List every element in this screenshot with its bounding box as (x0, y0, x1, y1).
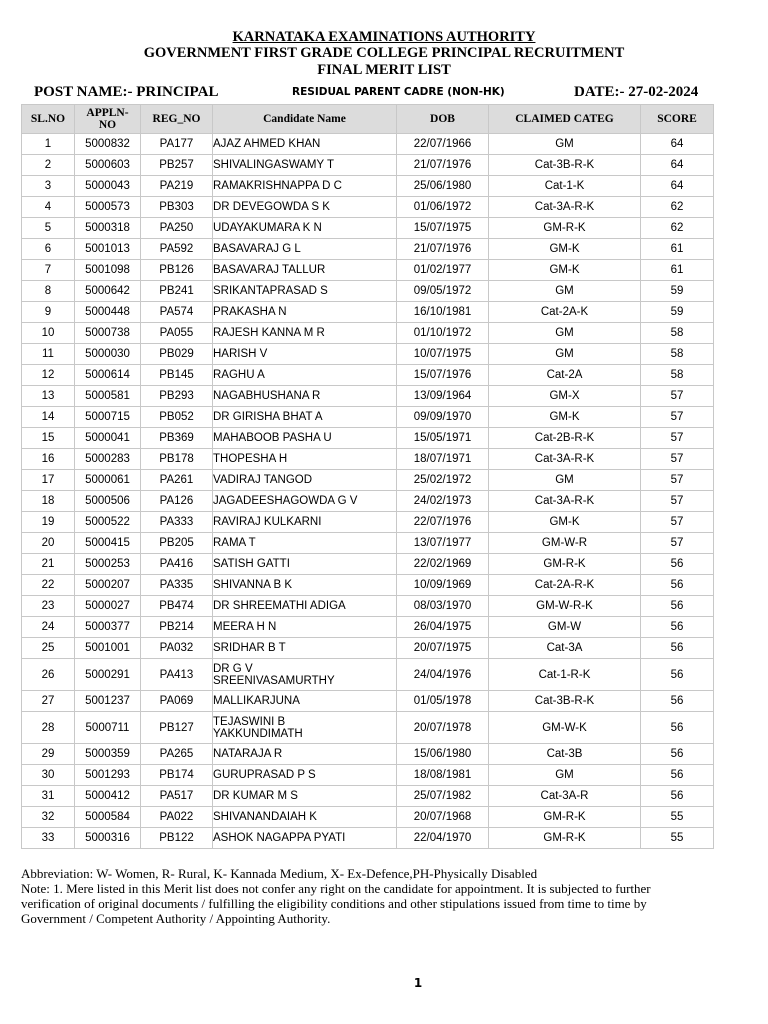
cell-score: 56 (641, 617, 714, 638)
cell-dob: 15/07/1975 (397, 218, 489, 239)
cell-reg-no: PA416 (141, 554, 213, 575)
cell-score: 56 (641, 575, 714, 596)
cell-reg-no: PB257 (141, 155, 213, 176)
cell-score: 56 (641, 765, 714, 786)
cell-dob: 01/02/1977 (397, 260, 489, 281)
cell-appln-no: 5000738 (75, 323, 141, 344)
cell-slno: 29 (22, 744, 75, 765)
cell-score: 56 (641, 786, 714, 807)
cell-reg-no: PA574 (141, 302, 213, 323)
cell-dob: 20/07/1978 (397, 712, 489, 744)
cell-candidate-name: THOPESHA H (213, 449, 397, 470)
cell-candidate-name: RAVIRAJ KULKARNI (213, 512, 397, 533)
cell-claimed-category: GM-W-K (489, 712, 641, 744)
table-row (22, 239, 714, 260)
cell-candidate-name: SHIVANANDAIAH K (213, 807, 397, 828)
cell-candidate-name: GURUPRASAD P S (213, 765, 397, 786)
cell-candidate-name: TEJASWINI B YAKKUNDIMATH (213, 712, 397, 744)
table-row (22, 786, 714, 807)
cell-candidate-name: NAGABHUSHANA R (213, 386, 397, 407)
cell-reg-no: PB303 (141, 197, 213, 218)
cell-appln-no: 5001098 (75, 260, 141, 281)
cell-dob: 01/10/1972 (397, 323, 489, 344)
table-row (22, 596, 714, 617)
cell-slno: 20 (22, 533, 75, 554)
cell-reg-no: PB178 (141, 449, 213, 470)
merit-table (21, 104, 714, 849)
cell-slno: 6 (22, 239, 75, 260)
cell-slno: 2 (22, 155, 75, 176)
cell-candidate-name: RAMA T (213, 533, 397, 554)
table-row (22, 407, 714, 428)
cell-dob: 24/02/1973 (397, 491, 489, 512)
merit-table-body (22, 134, 714, 849)
col-header-score: SCORE (641, 105, 714, 134)
cell-reg-no: PA592 (141, 239, 213, 260)
cell-score: 57 (641, 449, 714, 470)
cell-candidate-name: DR KUMAR M S (213, 786, 397, 807)
cell-candidate-name: MAHABOOB PASHA U (213, 428, 397, 449)
cell-slno: 1 (22, 134, 75, 155)
cell-claimed-category: GM-R-K (489, 828, 641, 849)
cell-dob: 01/05/1978 (397, 691, 489, 712)
cell-reg-no: PA219 (141, 176, 213, 197)
table-row (22, 712, 714, 744)
cell-slno: 26 (22, 659, 75, 691)
cell-dob: 21/07/1976 (397, 155, 489, 176)
cell-appln-no: 5001237 (75, 691, 141, 712)
cell-dob: 25/07/1982 (397, 786, 489, 807)
col-header-claimed-category: CLAIMED CATEG (489, 105, 641, 134)
cell-appln-no: 5000832 (75, 134, 141, 155)
cell-slno: 23 (22, 596, 75, 617)
table-row (22, 281, 714, 302)
cell-claimed-category: GM-K (489, 260, 641, 281)
col-header-dob: DOB (397, 105, 489, 134)
cell-claimed-category: GM-W-R-K (489, 596, 641, 617)
cell-appln-no: 5000041 (75, 428, 141, 449)
cell-candidate-name: RAJESH KANNA M R (213, 323, 397, 344)
list-date: DATE:- 27-02-2024 (574, 84, 699, 100)
recruitment-title: GOVERNMENT FIRST GRADE COLLEGE PRINCIPAL RECRUITMENT (143, 45, 625, 61)
col-header-appln-no: APPLN- NO (75, 105, 141, 134)
cell-claimed-category: Cat-3B (489, 744, 641, 765)
table-row (22, 449, 714, 470)
table-header-row (22, 105, 714, 134)
table-row (22, 617, 714, 638)
cell-candidate-name: NATARAJA R (213, 744, 397, 765)
cell-dob: 24/04/1976 (397, 659, 489, 691)
cell-dob: 25/06/1980 (397, 176, 489, 197)
cell-dob: 15/06/1980 (397, 744, 489, 765)
cell-dob: 15/05/1971 (397, 428, 489, 449)
cell-reg-no: PB122 (141, 828, 213, 849)
cell-reg-no: PB052 (141, 407, 213, 428)
cell-slno: 24 (22, 617, 75, 638)
cell-slno: 32 (22, 807, 75, 828)
cell-appln-no: 5001013 (75, 239, 141, 260)
cell-score: 57 (641, 386, 714, 407)
cell-dob: 22/04/1970 (397, 828, 489, 849)
cell-dob: 20/07/1968 (397, 807, 489, 828)
cell-reg-no: PB174 (141, 765, 213, 786)
cell-score: 64 (641, 155, 714, 176)
cell-candidate-name: VADIRAJ TANGOD (213, 470, 397, 491)
cell-slno: 14 (22, 407, 75, 428)
page-number: 1 (413, 976, 423, 990)
cell-score: 64 (641, 134, 714, 155)
table-row (22, 302, 714, 323)
col-header-reg-no: REG_NO (141, 105, 213, 134)
cell-reg-no: PB126 (141, 260, 213, 281)
table-row (22, 533, 714, 554)
cell-reg-no: PB369 (141, 428, 213, 449)
cell-slno: 17 (22, 470, 75, 491)
cell-reg-no: PA069 (141, 691, 213, 712)
cell-candidate-name: AJAZ AHMED KHAN (213, 134, 397, 155)
abbreviation-legend: Abbreviation: W- Women, R- Rural, K- Kannada Medium, X- Ex-Defence,PH-Physically Disabled (21, 866, 538, 881)
table-row (22, 638, 714, 659)
table-row (22, 386, 714, 407)
cell-slno: 5 (22, 218, 75, 239)
cell-candidate-name: JAGADEESHAGOWDA G V (213, 491, 397, 512)
post-name: POST NAME:- PRINCIPAL (34, 84, 219, 100)
cell-appln-no: 5000415 (75, 533, 141, 554)
table-row (22, 691, 714, 712)
table-row (22, 218, 714, 239)
cell-claimed-category: Cat-2B-R-K (489, 428, 641, 449)
disclaimer-note: Note: 1. Mere listed in this Merit list does not confer any right on the candidate for appointment. It is subjected to further verification of original documents / fulfilling the eligibility conditions and other stipulations issued from time to time by Government / Competent Authority / Appointing Authority. (21, 881, 651, 926)
cell-candidate-name: SRIKANTAPRASAD S (213, 281, 397, 302)
cell-reg-no: PA250 (141, 218, 213, 239)
cell-claimed-category: GM-W-R (489, 533, 641, 554)
table-row (22, 470, 714, 491)
cell-appln-no: 5001001 (75, 638, 141, 659)
cell-candidate-name: UDAYAKUMARA K N (213, 218, 397, 239)
cell-reg-no: PA261 (141, 470, 213, 491)
authority-title: KARNATAKA EXAMINATIONS AUTHORITY (232, 29, 536, 45)
cell-claimed-category: GM-K (489, 407, 641, 428)
cell-appln-no: 5000448 (75, 302, 141, 323)
cell-score: 58 (641, 323, 714, 344)
cell-score: 59 (641, 281, 714, 302)
cell-score: 55 (641, 828, 714, 849)
table-row (22, 176, 714, 197)
cell-appln-no: 5000207 (75, 575, 141, 596)
cell-slno: 16 (22, 449, 75, 470)
cell-dob: 25/02/1972 (397, 470, 489, 491)
cell-dob: 22/07/1966 (397, 134, 489, 155)
cell-claimed-category: GM (489, 323, 641, 344)
cell-reg-no: PA265 (141, 744, 213, 765)
table-row (22, 807, 714, 828)
cell-reg-no: PA413 (141, 659, 213, 691)
cell-score: 62 (641, 218, 714, 239)
cell-claimed-category: GM-K (489, 512, 641, 533)
cell-candidate-name: SHIVANNA B K (213, 575, 397, 596)
cell-score: 57 (641, 428, 714, 449)
cell-candidate-name: DR SHREEMATHI ADIGA (213, 596, 397, 617)
cell-claimed-category: GM (489, 344, 641, 365)
cell-appln-no: 5000359 (75, 744, 141, 765)
cell-dob: 13/09/1964 (397, 386, 489, 407)
cell-claimed-category: Cat-3B-R-K (489, 691, 641, 712)
cell-score: 57 (641, 470, 714, 491)
cell-slno: 15 (22, 428, 75, 449)
cell-reg-no: PA335 (141, 575, 213, 596)
cell-appln-no: 5000377 (75, 617, 141, 638)
cell-reg-no: PB214 (141, 617, 213, 638)
cell-candidate-name: BASAVARAJ TALLUR (213, 260, 397, 281)
cell-appln-no: 5000603 (75, 155, 141, 176)
table-row (22, 323, 714, 344)
cell-score: 56 (641, 638, 714, 659)
cell-appln-no: 5000291 (75, 659, 141, 691)
cell-slno: 28 (22, 712, 75, 744)
cell-dob: 09/09/1970 (397, 407, 489, 428)
cell-candidate-name: PRAKASHA N (213, 302, 397, 323)
cell-score: 55 (641, 807, 714, 828)
cell-slno: 18 (22, 491, 75, 512)
cell-appln-no: 5000584 (75, 807, 141, 828)
cell-dob: 22/02/1969 (397, 554, 489, 575)
cell-dob: 26/04/1975 (397, 617, 489, 638)
table-row (22, 428, 714, 449)
table-row (22, 344, 714, 365)
cell-appln-no: 5000283 (75, 449, 141, 470)
cell-slno: 11 (22, 344, 75, 365)
cell-dob: 18/07/1971 (397, 449, 489, 470)
table-row (22, 155, 714, 176)
cell-reg-no: PB474 (141, 596, 213, 617)
cell-score: 57 (641, 533, 714, 554)
cell-claimed-category: GM-R-K (489, 807, 641, 828)
list-title: FINAL MERIT LIST (317, 62, 451, 78)
table-row (22, 197, 714, 218)
cell-claimed-category: Cat-3A-R-K (489, 491, 641, 512)
cell-candidate-name: RAGHU A (213, 365, 397, 386)
cell-appln-no: 5000715 (75, 407, 141, 428)
cell-appln-no: 5000061 (75, 470, 141, 491)
cell-slno: 13 (22, 386, 75, 407)
cell-score: 59 (641, 302, 714, 323)
cell-appln-no: 5000506 (75, 491, 141, 512)
cell-claimed-category: Cat-1-R-K (489, 659, 641, 691)
cell-claimed-category: GM-R-K (489, 554, 641, 575)
cell-reg-no: PA177 (141, 134, 213, 155)
cell-claimed-category: GM (489, 765, 641, 786)
cell-candidate-name: MEERA H N (213, 617, 397, 638)
cell-appln-no: 5000614 (75, 365, 141, 386)
cell-appln-no: 5000573 (75, 197, 141, 218)
cell-slno: 19 (22, 512, 75, 533)
cell-claimed-category: Cat-3B-R-K (489, 155, 641, 176)
cell-dob: 13/07/1977 (397, 533, 489, 554)
cell-claimed-category: Cat-1-K (489, 176, 641, 197)
cell-claimed-category: GM (489, 134, 641, 155)
table-row (22, 365, 714, 386)
cell-reg-no: PA022 (141, 807, 213, 828)
cell-claimed-category: Cat-2A (489, 365, 641, 386)
cell-claimed-category: Cat-3A-R-K (489, 197, 641, 218)
cell-score: 58 (641, 365, 714, 386)
table-row (22, 659, 714, 691)
cell-slno: 7 (22, 260, 75, 281)
cell-reg-no: PB205 (141, 533, 213, 554)
cell-appln-no: 5000581 (75, 386, 141, 407)
cell-candidate-name: HARISH V (213, 344, 397, 365)
cell-candidate-name: DR GIRISHA BHAT A (213, 407, 397, 428)
cell-slno: 9 (22, 302, 75, 323)
cell-claimed-category: GM (489, 470, 641, 491)
table-row (22, 512, 714, 533)
cell-appln-no: 5000253 (75, 554, 141, 575)
cell-score: 56 (641, 744, 714, 765)
cell-candidate-name: SHIVALINGASWAMY T (213, 155, 397, 176)
cell-appln-no: 5000316 (75, 828, 141, 849)
cell-reg-no: PA126 (141, 491, 213, 512)
cell-appln-no: 5000043 (75, 176, 141, 197)
cell-dob: 16/10/1981 (397, 302, 489, 323)
cell-appln-no: 5000030 (75, 344, 141, 365)
table-row (22, 828, 714, 849)
cell-score: 56 (641, 712, 714, 744)
cell-reg-no: PB145 (141, 365, 213, 386)
cell-score: 56 (641, 554, 714, 575)
cell-reg-no: PB127 (141, 712, 213, 744)
cell-score: 57 (641, 491, 714, 512)
cell-candidate-name: BASAVARAJ G L (213, 239, 397, 260)
cell-score: 58 (641, 344, 714, 365)
cell-score: 56 (641, 596, 714, 617)
cell-dob: 18/08/1981 (397, 765, 489, 786)
cell-candidate-name: SRIDHAR B T (213, 638, 397, 659)
cell-dob: 09/05/1972 (397, 281, 489, 302)
cell-score: 56 (641, 691, 714, 712)
cell-reg-no: PB241 (141, 281, 213, 302)
cell-slno: 22 (22, 575, 75, 596)
cell-dob: 08/03/1970 (397, 596, 489, 617)
cell-appln-no: 5000027 (75, 596, 141, 617)
cell-slno: 4 (22, 197, 75, 218)
cell-dob: 22/07/1976 (397, 512, 489, 533)
cell-claimed-category: Cat-3A-R (489, 786, 641, 807)
cell-claimed-category: Cat-3A (489, 638, 641, 659)
cell-dob: 10/07/1975 (397, 344, 489, 365)
cell-appln-no: 5000522 (75, 512, 141, 533)
table-row (22, 554, 714, 575)
cell-dob: 21/07/1976 (397, 239, 489, 260)
cell-claimed-category: GM-W (489, 617, 641, 638)
cell-dob: 01/06/1972 (397, 197, 489, 218)
cell-slno: 31 (22, 786, 75, 807)
cell-candidate-name: ASHOK NAGAPPA PYATI (213, 828, 397, 849)
cell-score: 61 (641, 260, 714, 281)
cell-score: 57 (641, 407, 714, 428)
cell-score: 61 (641, 239, 714, 260)
cell-appln-no: 5000412 (75, 786, 141, 807)
cell-score: 57 (641, 512, 714, 533)
cell-slno: 10 (22, 323, 75, 344)
post-info-row (0, 84, 768, 104)
col-header-slno: SL.NO (22, 105, 75, 134)
table-row (22, 765, 714, 786)
cell-candidate-name: MALLIKARJUNA (213, 691, 397, 712)
cell-score: 56 (641, 659, 714, 691)
cell-slno: 12 (22, 365, 75, 386)
cell-reg-no: PB029 (141, 344, 213, 365)
cell-dob: 15/07/1976 (397, 365, 489, 386)
cell-claimed-category: GM-R-K (489, 218, 641, 239)
cell-claimed-category: Cat-2A-K (489, 302, 641, 323)
cell-score: 64 (641, 176, 714, 197)
cell-candidate-name: DR G V SREENIVASAMURTHY (213, 659, 397, 691)
cell-claimed-category: GM-X (489, 386, 641, 407)
cell-claimed-category: GM (489, 281, 641, 302)
table-row (22, 744, 714, 765)
cell-score: 62 (641, 197, 714, 218)
cell-reg-no: PA517 (141, 786, 213, 807)
cell-slno: 33 (22, 828, 75, 849)
cell-dob: 20/07/1975 (397, 638, 489, 659)
cell-candidate-name: DR DEVEGOWDA S K (213, 197, 397, 218)
cell-candidate-name: RAMAKRISHNAPPA D C (213, 176, 397, 197)
cell-claimed-category: GM-K (489, 239, 641, 260)
cell-reg-no: PA055 (141, 323, 213, 344)
table-row (22, 134, 714, 155)
cell-appln-no: 5000711 (75, 712, 141, 744)
col-header-candidate-name: Candidate Name (213, 105, 397, 134)
cell-reg-no: PA333 (141, 512, 213, 533)
cell-reg-no: PB293 (141, 386, 213, 407)
table-row (22, 575, 714, 596)
table-row (22, 260, 714, 281)
cell-candidate-name: SATISH GATTI (213, 554, 397, 575)
cell-slno: 25 (22, 638, 75, 659)
cell-slno: 8 (22, 281, 75, 302)
cell-appln-no: 5000318 (75, 218, 141, 239)
cell-claimed-category: Cat-2A-R-K (489, 575, 641, 596)
cell-slno: 3 (22, 176, 75, 197)
cell-appln-no: 5000642 (75, 281, 141, 302)
cadre-label: RESIDUAL PARENT CADRE (NON-HK) (292, 86, 505, 98)
cell-slno: 21 (22, 554, 75, 575)
cell-dob: 10/09/1969 (397, 575, 489, 596)
cell-claimed-category: Cat-3A-R-K (489, 449, 641, 470)
cell-appln-no: 5001293 (75, 765, 141, 786)
cell-slno: 30 (22, 765, 75, 786)
cell-reg-no: PA032 (141, 638, 213, 659)
table-row (22, 491, 714, 512)
cell-slno: 27 (22, 691, 75, 712)
